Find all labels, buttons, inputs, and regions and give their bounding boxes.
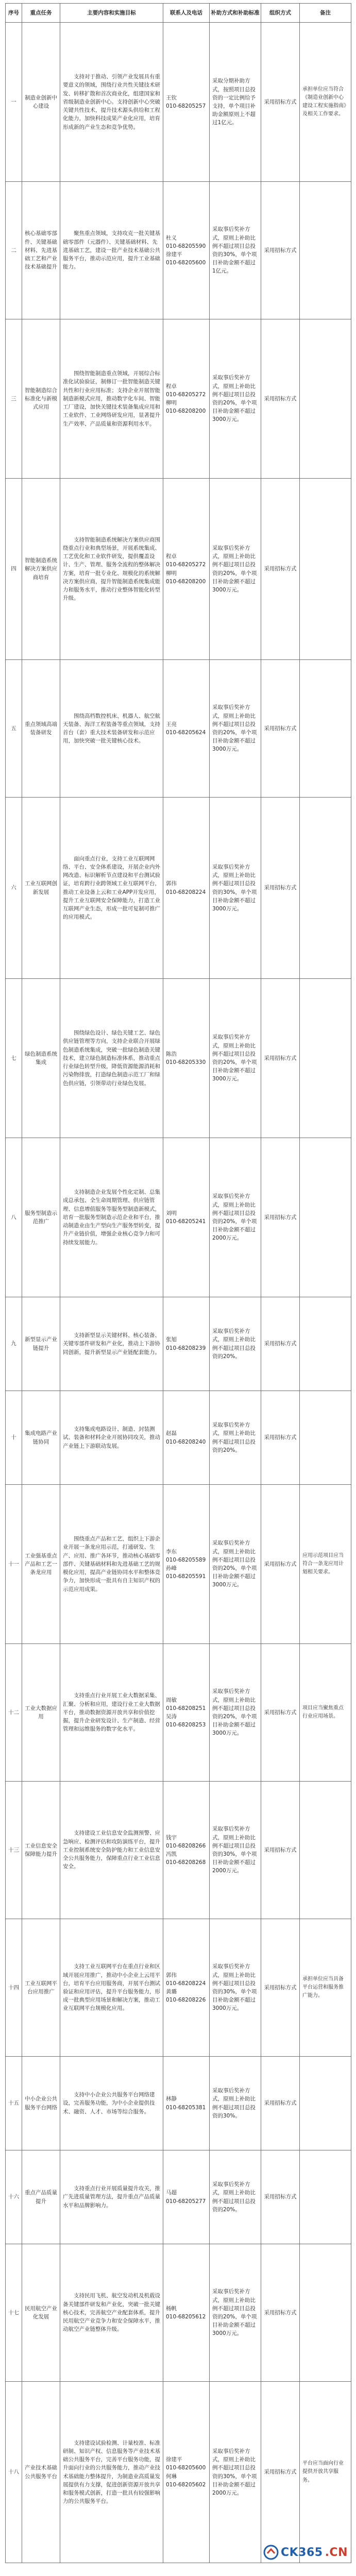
row-seq: 十: [6, 1391, 22, 1485]
row-note: [300, 2150, 351, 2244]
row-org: 采用招标方式: [261, 182, 300, 319]
row-org: 采用招标方式: [261, 1391, 300, 1485]
row-fund: 采取事后奖补方式，原则上补助比例不超过项目总投资的30%，单个项目补助金额不超过2000万元。: [210, 1782, 261, 1919]
row-note: 平台应当面向行业提供开放共享服务。: [300, 2382, 351, 2563]
row-fund: 采取事后奖补方式，原则上补助比例不超过项目总投资的20%。: [210, 1297, 261, 1391]
logo-mark-icon: [263, 2545, 279, 2560]
row-contact: 王钦 010-68205257: [163, 23, 210, 182]
row-org: 采用招标方式: [261, 979, 300, 1138]
row-goal: 围绕重点产品和工艺，组织上下游企业开展一条龙应用示范，打通研发、生产、应用、推广各环节，推动核心基础零部件、关键基础材料和先进基础工艺的规模化应用，提高产业链协同水平和整体竞争力，加快形成一批具有自主知识产权的示范应用成果。: [60, 1485, 163, 1644]
row-task: 中小企业公共服务平台网络: [22, 2057, 60, 2150]
row-fund: 采取事后奖补方式，原则上补助比例不超过项目总投资的20%，单个项目补助金额不超过3000万元。: [210, 979, 261, 1138]
row-contact: 杨帆 010-68205612: [163, 2244, 210, 2382]
row-org: 采用招标方式: [261, 1644, 300, 1782]
row-seq: 十六: [6, 2150, 22, 2244]
row-goal: 支持建设工业信息安全监测预警、应急响应、检测评估和攻防演练平台，提升工业控制系统安全防护能力和工业信息安全公共服务能力，保障重点行业工业信息安全。: [60, 1782, 163, 1919]
table-row: [6, 1485, 351, 1644]
row-fund: 采取事后奖补方式，原则上补助比例不超过项目总投资的20%。: [210, 1391, 261, 1485]
table-row: [6, 319, 351, 479]
header-org: 组织方式: [261, 4, 300, 23]
row-org: 采用招标方式: [261, 2057, 300, 2150]
row-task: 服务型制造示范推广: [22, 1138, 60, 1297]
row-org: 采用招标方式: [261, 2150, 300, 2244]
row-seq: 十五: [6, 2057, 22, 2150]
row-fund: 采取事后奖补方式，原则上补助比例不超过项目总投资的20%。: [210, 2150, 261, 2244]
row-note: [300, 798, 351, 979]
header-fund: 补助方式和补助标准: [210, 4, 261, 23]
project-table: [5, 3, 351, 2563]
row-task: 绿色制造系统集成: [22, 979, 60, 1138]
row-task: 核心基础零部件、关键基础材料、先进基础工艺和产业技术基础提升: [22, 182, 60, 319]
row-contact: 陈浩 010-68205330: [163, 979, 210, 1138]
watermark-text-blue: CK365: [280, 2546, 323, 2559]
row-contact: 郭伟 010-68208224 黄璐 010-68208226: [163, 1919, 210, 2057]
row-seq: 十四: [6, 1919, 22, 2057]
row-note: [300, 319, 351, 479]
row-fund: 采取分期补助方式，按照项目总投资的一定比例给予支持，单个项目补助金额原则上不超过1亿元。: [210, 23, 261, 182]
row-contact: 钱宇 010-68208266 冯凯 010-68208268: [163, 1782, 210, 1919]
row-seq: 十七: [6, 2244, 22, 2382]
table-row: [6, 2382, 351, 2563]
row-note: [300, 479, 351, 660]
row-goal: 支持重点行业开展工业大数据采集、汇聚、分析和应用，建设行业工业大数据平台，推动数据资源开放共享和价值挖掘，提升企业研发设计、生产制造、经营管理和运维服务的数字化水平。: [60, 1644, 163, 1782]
table-row: [6, 1138, 351, 1297]
row-fund: 采取事后奖补方式，原则上补助比例不超过项目总投资的20%，单个项目补助金额不超过3000万元。: [210, 479, 261, 660]
header-note: 备注: [300, 4, 351, 23]
row-task: 制造业创新中心建设: [22, 23, 60, 182]
row-task: 民用航空产业化发展: [22, 2244, 60, 2382]
header-seq: 序号: [6, 4, 22, 23]
row-contact: 林静 010-68205381: [163, 2057, 210, 2150]
row-task: 重点领域高端装备研发: [22, 660, 60, 798]
row-note: 承担单位应当符合《制造业创新中心建设工程实施指南》及相关工作要求。: [300, 23, 351, 182]
row-seq: 五: [6, 660, 22, 798]
row-goal: 围绕高档数控机床、机器人、航空航天装备、海洋工程装备等重点领域，支持首台（套）重大技术装备研发和示范应用，加快突破一批关键核心技术。: [60, 660, 163, 798]
row-contact: 王亮 010-68205624: [163, 660, 210, 798]
row-goal: 面向重点行业，支持工业互联网网络、平台、安全体系建设，开展企业内外网改造、标识解析节点建设和平台测试验证，培育跨行业跨领域工业互联网平台，推动工业设备上云和工业APP开发应用，提升工业互联网安全保障能力，打造工业互联网产业生态，形成一批可复制可推广的应用模式。: [60, 798, 163, 979]
row-note: [300, 1297, 351, 1391]
row-goal: 支持智能制造系统解决方案供应商围绕重点行业和典型场景，开展系统集成、工艺优化和工业软件研发，提供覆盖设计、生产、管理、服务全流程的整体解决方案，培育一批专业化、规模化的系统解决方案供应商，提升智能制造系统集成能力和服务水平，推动行业整体智能化转型升级。: [60, 479, 163, 660]
row-goal: 支持中小企业公共服务平台网络建设，完善服务功能，为中小企业提供技术、融资、人才、市场等综合服务。: [60, 2057, 163, 2150]
row-contact: 徐建平 010-68205600 何琳 010-68205602: [163, 2382, 210, 2563]
row-note: [300, 1391, 351, 1485]
row-goal: 支持新型显示关键材料、核心装备、关键零部件研发和产业化，推动上下游协同创新，提升新型显示产业链配套能力。: [60, 1297, 163, 1391]
header-contact: 联系人及电话: [163, 4, 210, 23]
row-task: 工业互联网平台应用推广: [22, 1919, 60, 2057]
table-row: [6, 1297, 351, 1391]
row-task: 工业强基重点产品和工艺一条龙应用: [22, 1485, 60, 1644]
row-goal: 支持工业互联网平台在重点行业和区域开展应用推广，推动中小企业上云用平台，培育平台应用服务商，开展平台测试验证和应用评估，提升平台服务能力，形成一批典型应用场景和解决方案，推动工业互联网平台规模化应用。: [60, 1919, 163, 2057]
table-row: [6, 2057, 351, 2150]
row-note: [300, 1782, 351, 1919]
document: [5, 3, 351, 2563]
row-seq: 十三: [6, 1782, 22, 1919]
row-seq: 十二: [6, 1644, 22, 1782]
row-org: 采用招标方式: [261, 2382, 300, 2563]
table-row: [6, 2150, 351, 2244]
row-goal: 围绕智能制造重点领域，开展综合标准化试验验证，制修订一批智能制造关键共性和行业应用标准；支持企业开展智能制造新模式应用，推动数字化车间、智能工厂建设，加快关键技术装备集成应用和工业软件、工业网络研发应用，显著提升生产效率、产品质量和资源利用水平。: [60, 319, 163, 479]
row-seq: 四: [6, 479, 22, 660]
row-seq: 七: [6, 979, 22, 1138]
row-contact: 李东 010-68205589 孙峰 010-68205591: [163, 1485, 210, 1644]
row-goal: 支持集成电路设计、制造、封装测试、装备和材料企业开展协同攻关，推动产业链上下游联动发展。: [60, 1391, 163, 1485]
row-seq: 二: [6, 182, 22, 319]
row-org: 采用招标方式: [261, 479, 300, 660]
row-goal: 聚焦重点领域，支持攻克一批关键基础零部件（元器件）、关键基础材料、先进基础工艺，建设一批产业技术基础公共服务平台，推动示范应用，提升工业基础能力。: [60, 182, 163, 319]
row-fund: 采取事后奖补方式，原则上补助比例不超过项目总投资的30%。: [210, 2057, 261, 2150]
row-goal: 支持建设试验检测、计量校准、标准研制、知识产权、信息服务等产业技术基础公共服务平台，完善平台服务功能，提升面向行业的公共服务能力，推动产业技术基础能力整体提升，为制造业高质量发展提供有力支撑，促进创新资源开放共享和服务模式创新，打造一批具有较强影响力的公共服务平台。: [60, 2382, 163, 2563]
row-goal: 支持对于推动、引领产业发展具有重要意义的领域，围绕行业共性关键技术研发、转移扩散和首次商业化，组建国家和省级制造业创新中心。支持创新中心突破关键共性技术，提升技术源头供给和工程化能力，加快科技成果产业化应用，培育形成新的产业生态和竞争优势。: [60, 23, 163, 182]
row-fund: 采取事后奖补方式，原则上补助比例不超过项目总投资的20%，单个项目补助金额不超过3000万元。: [210, 660, 261, 798]
row-contact: 张旭 010-68208239: [163, 1297, 210, 1391]
table-row: [6, 182, 351, 319]
row-seq: 十八: [6, 2382, 22, 2563]
row-fund: 采取事后奖补方式，原则上补助比例不超过项目总投资的30%，单个项目补助金额不超过3000万元。: [210, 798, 261, 979]
row-seq: 六: [6, 798, 22, 979]
table-row: [6, 798, 351, 979]
table-row: [6, 2244, 351, 2382]
header-task: 重点任务: [22, 4, 60, 23]
row-seq: 八: [6, 1138, 22, 1297]
row-goal: 支持重点行业开展质量提升攻关，推广先进质量管理方法，提升重点产品质量水平和品牌影响力。: [60, 2150, 163, 2244]
row-task: 集成电路产业链协同: [22, 1391, 60, 1485]
row-note: [300, 182, 351, 319]
row-note: 项目应当聚焦重点行业应用场景。: [300, 1644, 351, 1782]
table-row: [6, 660, 351, 798]
row-seq: 三: [6, 319, 22, 479]
table-row: [6, 23, 351, 182]
row-task: 产业技术基础公共服务平台: [22, 2382, 60, 2563]
row-fund: 采取事后奖补方式，原则上补助比例不超过项目总投资的20%，单个项目补助金额不超过3000万元。: [210, 319, 261, 479]
row-org: 采用招标方式: [261, 798, 300, 979]
site-watermark: [263, 2543, 348, 2562]
row-org: 采用招标方式: [261, 660, 300, 798]
row-org: 采用招标方式: [261, 2244, 300, 2382]
table-row: [6, 1644, 351, 1782]
row-note: 承担单位应当具备平台运营和服务推广能力。: [300, 1919, 351, 2057]
row-note: 应用示范项目应当符合一条龙应用计划相关要求。: [300, 1485, 351, 1644]
row-task: 工业大数据应用: [22, 1644, 60, 1782]
row-note: [300, 2057, 351, 2150]
row-task: 智能制造综合标准化与新模式应用: [22, 319, 60, 479]
row-goal: 支持制造企业发展个性化定制、总集成总承包、全生命周期管理、供应链管理、信息增值服务等服务型制造新模式，培育一批服务型制造示范企业和平台，推动制造业由生产型向生产服务型转变，提升产业链价值，增强企业核心竞争力和可持续发展能力。: [60, 1138, 163, 1297]
row-contact: 马超 010-68205277: [163, 2150, 210, 2244]
row-fund: 采取事后奖补方式，原则上补助比例不超过项目总投资的20%，单个项目补助金额不超过3000万元。: [210, 1644, 261, 1782]
row-fund: 采取事后奖补方式，原则上补助比例不超过项目总投资的20%，单个项目补助金额不超过3000万元。: [210, 1485, 261, 1644]
row-contact: 程卓 010-68205272 柳明 010-68208200: [163, 479, 210, 660]
table-row: [6, 979, 351, 1138]
row-fund: 采取事后奖补方式，原则上补助比例不超过项目总投资的20%，单个项目补助金额不超过3000万元。: [210, 2244, 261, 2382]
row-fund: 采取事后奖补方式，原则上补助比例不超过项目总投资的30%，单个项目补助金额不超过2000万元。: [210, 2382, 261, 2563]
row-contact: 程卓 010-68205272 柳明 010-68208200: [163, 319, 210, 479]
watermark-text-red: .CN: [325, 2546, 348, 2559]
row-org: 采用招标方式: [261, 1919, 300, 2057]
row-contact: 刘明 010-68205241: [163, 1138, 210, 1297]
row-note: [300, 979, 351, 1138]
row-contact: 周敏 010-68208251 吴涛 010-68208253: [163, 1644, 210, 1782]
row-org: 采用招标方式: [261, 1782, 300, 1919]
table-row: [6, 1782, 351, 1919]
row-goal: 支持民用飞机、航空发动机及机载设备关键部件研发和产业化，突破一批关键核心技术，完善航空产业配套体系，提升民用航空产业竞争力和安全保障水平，推动航空产业链整体升级。: [60, 2244, 163, 2382]
header-row: [6, 4, 351, 23]
header-goal: 主要内容和实施目标: [60, 4, 163, 23]
row-seq: 十一: [6, 1485, 22, 1644]
row-note: [300, 2244, 351, 2382]
row-seq: 九: [6, 1297, 22, 1391]
row-org: 采用招标方式: [261, 1485, 300, 1644]
row-org: 采用招标方式: [261, 1297, 300, 1391]
row-fund: 采取事后奖补方式，原则上补助比例不超过项目总投资的30%，单个项目补助金额不超过1亿元。: [210, 182, 261, 319]
row-goal: 围绕绿色设计、绿色关键工艺、绿色供应链管理等方向，支持企业联合开展绿色制造系统集成，突破一批绿色制造关键技术，建立绿色制造标准体系，推动重点行业绿色转型升级，降低资源能源消耗和污染物排放，打造绿色制造示范工厂和绿色供应链，引领带动行业绿色发展。: [60, 979, 163, 1138]
table-row: [6, 1919, 351, 2057]
row-note: [300, 1138, 351, 1297]
row-note: [300, 660, 351, 798]
row-task: 工业信息安全保障能力提升: [22, 1782, 60, 1919]
row-task: 新型显示产业链提升: [22, 1297, 60, 1391]
row-seq: 一: [6, 23, 22, 182]
row-fund: 采取事后奖补方式，原则上补助比例不超过项目总投资的30%，单个项目补助金额不超过3000万元。: [210, 1919, 261, 2057]
row-contact: 郭伟 010-68208224: [163, 798, 210, 979]
table-body: [6, 23, 351, 2563]
table-row: [6, 1391, 351, 1485]
row-fund: 采取事后奖补方式，原则上补助比例不超过项目总投资的20%，单个项目补助金额不超过2000万元。: [210, 1138, 261, 1297]
row-contact: 杜义 010-68205590 徐建平 010-68205600: [163, 182, 210, 319]
row-contact: 赵磊 010-68208240: [163, 1391, 210, 1485]
row-org: 采用招标方式: [261, 319, 300, 479]
row-org: 采用招标方式: [261, 1138, 300, 1297]
row-org: 采用招标方式: [261, 23, 300, 182]
row-task: 重点产品质量提升: [22, 2150, 60, 2244]
table-row: [6, 479, 351, 660]
row-task: 工业互联网创新发展: [22, 798, 60, 979]
row-task: 智能制造系统解决方案供应商培育: [22, 479, 60, 660]
